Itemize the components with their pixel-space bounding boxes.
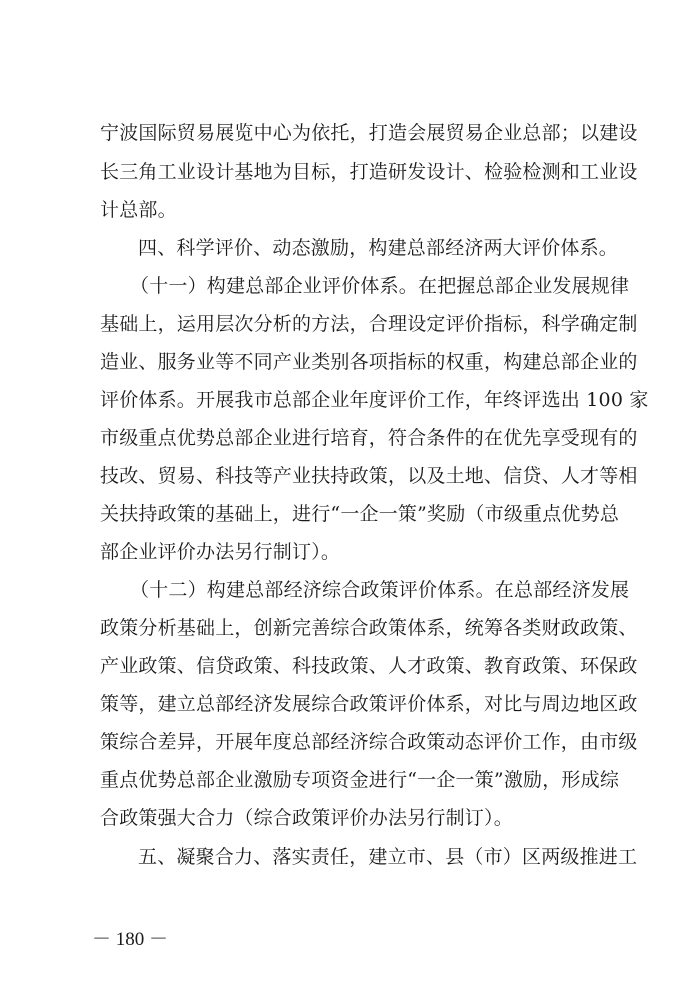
text-line: （十一）构建总部企业评价体系。在把握总部企业发展规律 [130,275,630,297]
text-line: 评价体系。开展我市总部企业年度评价工作，年终评选出 100 家 [100,389,649,411]
text-line: 造业、服务业等不同产业类别各项指标的权重，构建总部企业的 [100,351,638,373]
text-line: （十二）构建总部经济综合政策评价体系。在总部经济发展 [130,579,630,601]
text-line: 策等，建立总部经济发展综合政策评价体系，对比与周边地区政 [100,693,638,715]
section-heading: 四、科学评价、动态激励，构建总部经济两大评价体系。 [138,237,619,259]
text-line: 宁波国际贸易展览中心为依托，打造会展贸易企业总部；以建设 [100,122,638,144]
text-line: 产业政策、信贷政策、科技政策、人才政策、教育政策、环保政 [100,655,638,677]
text-line: 关扶持政策的基础上，进行“一企一策”奖励（市级重点优势总 [100,503,620,525]
text-line: 政策分析基础上，创新完善综合政策体系，统筹各类财政政策、 [100,617,638,639]
text-line: 计总部。 [100,199,177,221]
text-line: 长三角工业设计基地为目标，打造研发设计、检验检测和工业设 [100,161,638,183]
text-line: 策综合差异，开展年度总部经济综合政策动态评价工作，由市级 [100,731,638,753]
text-line: 重点优势总部企业激励专项资金进行“一企一策”激励，形成综 [100,769,620,791]
section-heading: 五、凝聚合力、落实责任，建立市、县（市）区两级推进工 [138,846,638,868]
text-line: 部企业评价办法另行制订）。 [100,541,341,563]
page-number: － 180 － [92,929,169,950]
text-line: 技改、贸易、科技等产业扶持政策，以及土地、信贷、人才等相 [100,465,638,487]
text-line: 基础上，运用层次分析的方法，合理设定评价指标，科学确定制 [100,313,638,335]
text-line: 市级重点优势总部企业进行培育，符合条件的在优先享受现有的 [100,427,638,449]
text-line: 合政策强大合力（综合政策评价办法另行制订）。 [100,807,513,829]
